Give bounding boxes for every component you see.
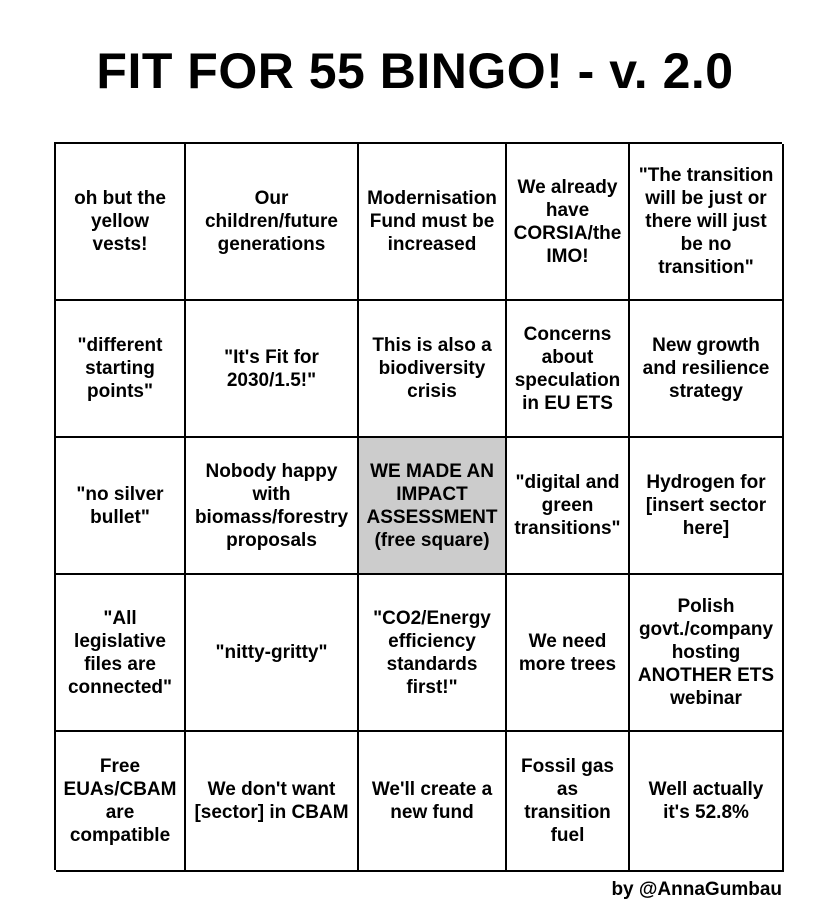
free-square-note: (free square) [374,529,490,551]
bingo-cell[interactable] [507,438,630,575]
cell-text: We already have CORSIA/the IMO! [513,176,622,267]
cell-text: Nobody happy with biomass/forestry proposals [194,460,349,551]
cell-text: Polish govt./company hosting ANOTHER ETS webinar [637,596,775,709]
bingo-cell[interactable] [630,438,784,575]
cell-text: oh but the yellow vests! [74,188,166,255]
cell-text: Well actually it's 52.8% [648,779,764,823]
cell-text: "digital and green transitions" [514,472,621,539]
cell-text: Fossil gas as transition fuel [521,756,614,846]
cell-text: Concerns about speculation in EU ETS [514,323,621,414]
page-title: FIT FOR 55 BINGO! - v. 2.0 [96,43,734,99]
bingo-cell[interactable] [507,575,630,732]
bingo-cell[interactable] [630,301,784,438]
bingo-cell[interactable] [359,732,507,872]
cell-text: Our children/future generations [204,188,338,255]
bingo-cell[interactable] [359,144,507,301]
bingo-cell[interactable] [186,144,359,301]
bingo-cell[interactable] [630,144,784,301]
free-square-text: WE MADE AN IMPACT ASSESSMENT [366,460,498,528]
bingo-cell[interactable] [359,301,507,438]
bingo-cell[interactable] [186,301,359,438]
bingo-cell[interactable] [56,144,186,301]
cell-text: We'll create a new fund [371,779,493,823]
cell-text: Modernisation Fund must be increased [367,188,497,255]
bingo-cell[interactable] [507,732,630,872]
cell-text: "The transition will be just or there will just be no transition" [638,165,774,278]
cell-text: "nitty-gritty" [215,642,328,663]
bingo-cell[interactable] [186,732,359,872]
bingo-cell[interactable] [630,732,784,872]
bingo-cell[interactable] [186,575,359,732]
bingo-cell[interactable] [56,732,186,872]
cell-text: We need more trees [518,630,617,675]
cell-text: Hydrogen for [insert sector here] [645,472,767,539]
cell-text: "All legislative files are connected" [67,607,173,698]
bingo-cell[interactable] [630,575,784,732]
free-square[interactable] [359,438,507,575]
bingo-cell[interactable] [359,575,507,732]
cell-text: Free EUAs/CBAM are compatible [63,756,177,846]
cell-text: "no silver bullet" [76,483,164,528]
bingo-grid [54,142,782,870]
bingo-cell[interactable] [56,575,186,732]
cell-text: "different starting points" [77,335,163,402]
bingo-cell[interactable] [507,301,630,438]
cell-text: We don't want [sector] in CBAM [194,779,349,823]
bingo-cell[interactable] [186,438,359,575]
bingo-cell[interactable] [56,301,186,438]
cell-text: This is also a biodiversity crisis [372,335,492,402]
bingo-cell[interactable] [507,144,630,301]
cell-text: "It's Fit for 2030/1.5!" [224,346,319,391]
cell-text: New growth and resilience strategy [642,335,770,402]
bingo-cell[interactable] [56,438,186,575]
author-credit: by @AnnaGumbau [611,879,782,900]
cell-text: "CO2/Energy efficiency standards first!" [373,607,491,698]
